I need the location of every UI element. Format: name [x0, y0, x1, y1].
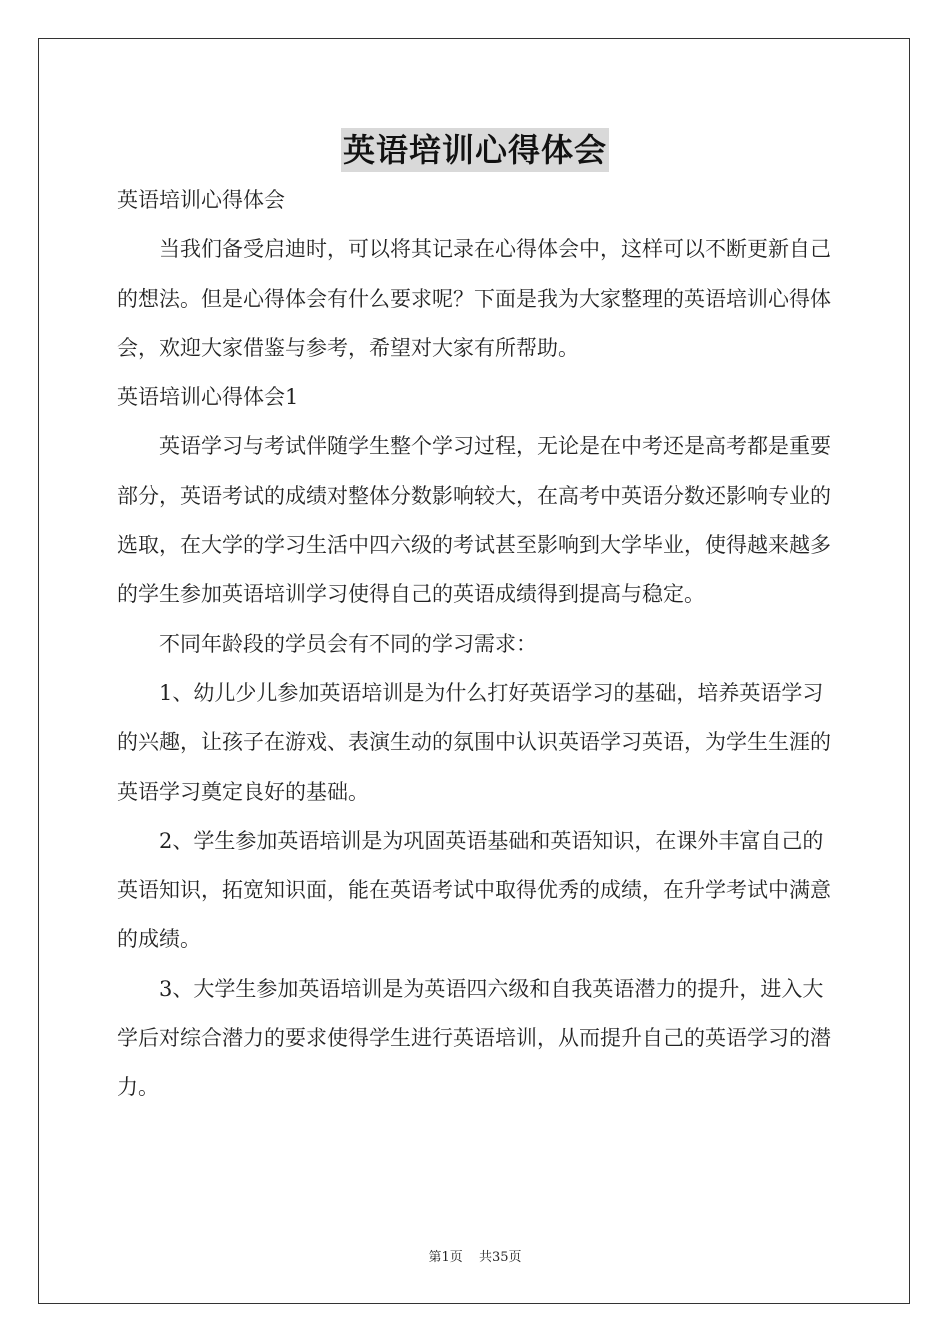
paragraph: 英语培训心得体会1: [117, 385, 299, 410]
document-body: [117, 176, 835, 1113]
paragraph: 3、大学生参加英语培训是为英语四六级和自我英语潜力的提升，进入大学后对综合潜力的要求使得学生进行英语培训，从而提升自己的英语学习的潜力。: [117, 976, 831, 1100]
paragraph: 2、学生参加英语培训是为巩固英语基础和英语知识，在课外丰富自己的英语知识，拓宽知识面，能在英语考试中取得优秀的成绩，在升学考试中满意的成绩。: [117, 828, 831, 952]
page-number: 第1页: [428, 1250, 463, 1265]
page-total: 共35页: [478, 1250, 522, 1265]
document-title: 英语培训心得体会: [341, 128, 609, 172]
paragraph: 不同年龄段的学员会有不同的学习需求：: [159, 631, 537, 656]
paragraph: 当我们备受启迪时，可以将其记录在心得体会中，这样可以不断更新自己的想法。但是心得体会有什么要求呢？下面是我为大家整理的英语培训心得体会，欢迎大家借鉴与参考，希望对大家有所帮助。: [117, 237, 831, 360]
page-footer: [0, 1246, 950, 1265]
title-container: [0, 128, 950, 172]
paragraph: 1、幼儿少儿参加英语培训是为什么打好英语学习的基础，培养英语学习的兴趣，让孩子在游戏、表演生动的氛围中认识英语学习英语，为学生生涯的英语学习奠定良好的基础。: [117, 680, 831, 804]
paragraph: 英语培训心得体会: [117, 188, 285, 212]
paragraph: 英语学习与考试伴随学生整个学习过程，无论是在中考还是高考都是重要部分，英语考试的成绩对整体分数影响较大，在高考中英语分数还影响专业的选取，在大学的学习生活中四六级的考试甚至影响到大学毕业，使得越来越多的学生参加英语培训学习使得自己的英语成绩得到提高与稳定。: [117, 434, 831, 607]
